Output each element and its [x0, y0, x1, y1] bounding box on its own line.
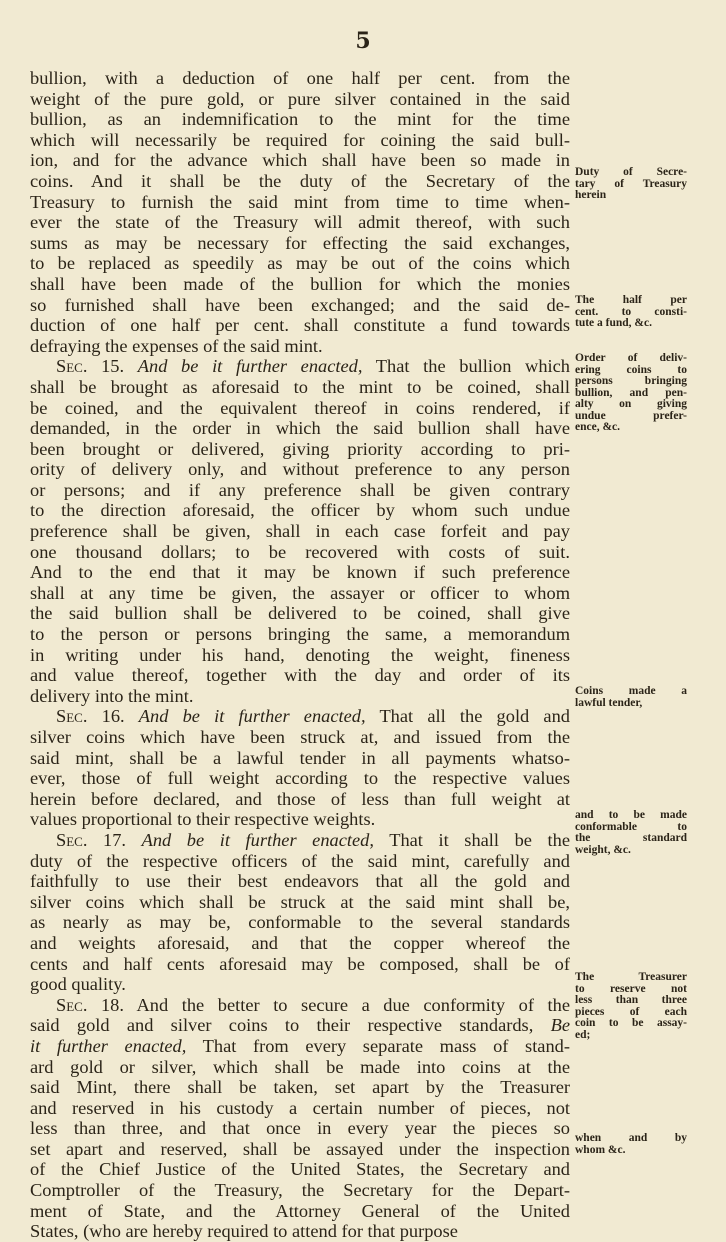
- text-line: demanded, in the order in which the said bullion shall have: [30, 418, 570, 439]
- text-fragment: And the better to secure a due conformity of the: [136, 994, 570, 1015]
- text-line: Treasury to furnish the said mint from time to time when-: [30, 191, 570, 212]
- margin-note-line: persons bringing: [575, 375, 687, 387]
- margin-note-line: coin to be assay-: [575, 1017, 687, 1029]
- text-line: shall at any time be given, the assayer or officer to whom: [30, 582, 570, 603]
- margin-note-lawful-tender: [575, 686, 687, 709]
- statute-text: [30, 68, 570, 1242]
- text-line: said Mint, there shall be taken, set apart by the Treasurer: [30, 1077, 570, 1098]
- text-line: and value thereof, together with the day and order of its: [30, 665, 570, 686]
- text-line: as nearly as may be, conformable to the several standards: [30, 912, 570, 933]
- section-18-heading-line: [30, 995, 570, 1016]
- margin-note-line: alty on giving: [575, 398, 687, 410]
- text-line: faithfully to use their best endeavors that all the gold and: [30, 871, 570, 892]
- text-line: shall have been made of the bullion for which the monies: [30, 273, 570, 294]
- enacting-clause: it further enacted,: [30, 1035, 187, 1056]
- text-line: silver coins which shall be struck at the said mint shall be,: [30, 891, 570, 912]
- margin-note-line: whom &c.: [575, 1143, 626, 1156]
- text-line: in writing under his hand, denoting the weight, fineness: [30, 644, 570, 665]
- text-line: and weights aforesaid, and that the copper whereof the: [30, 932, 570, 953]
- text-line: ever the state of the Treasury will admit thereof, with such: [30, 212, 570, 233]
- text-line: been brought or delivered, giving priority according to pri-: [30, 438, 570, 459]
- margin-note-line: The Treasurer: [575, 971, 687, 983]
- text-line: set apart and reserved, shall be assayed under the inspection: [30, 1138, 570, 1159]
- text-line: the said bullion shall be delivered to be coined, shall give: [30, 603, 570, 624]
- margin-note-line: weight, &c.: [575, 843, 631, 856]
- text-line: ever, those of full weight according to the respective values: [30, 768, 570, 789]
- text-line: to the direction aforesaid, the officer by whom such undue: [30, 500, 570, 521]
- text-line: [30, 1015, 570, 1036]
- text-line: which will necessarily be required for coining the said bull-: [30, 129, 570, 150]
- text-line: duty of the respective officers of the said mint, carefully and: [30, 850, 570, 871]
- text-line: said mint, shall be a lawful tender in all payments whatso-: [30, 747, 570, 768]
- text-fragment: That it shall be the: [389, 829, 570, 850]
- text-fragment: That all the gold and: [379, 706, 570, 727]
- text-line: good quality.: [30, 974, 126, 995]
- margin-note-line: the standard: [575, 832, 687, 844]
- text-line: duction of one half per cent. shall constitute a fund towards: [30, 315, 570, 336]
- text-fragment: That the bullion which: [375, 356, 570, 377]
- margin-note-line: and to be made: [575, 809, 687, 821]
- text-line: Comptroller of the Treasury, the Secretary for the Depart-: [30, 1180, 570, 1201]
- text-line: less than three, and that once in every year the pieces so: [30, 1118, 570, 1139]
- text-fragment: said gold and silver coins to their respective standards,: [30, 1015, 534, 1036]
- margin-note-conformable: [575, 810, 687, 856]
- enacting-clause: And be it further enacted,: [138, 706, 366, 727]
- margin-note-line: bullion, and pen-: [575, 386, 687, 399]
- text-line: values proportional to their respective weights.: [30, 809, 376, 830]
- margin-note-line: Order of deliv-: [575, 352, 687, 364]
- section-label: Sec. 18.: [56, 994, 124, 1015]
- margin-note-line: cent. to consti-: [575, 305, 687, 318]
- text-line: and reserved in his custody a certain number of pieces, not: [30, 1097, 570, 1118]
- margin-note-line: lawful tender,: [575, 696, 643, 709]
- section-label: Sec. 16.: [56, 706, 125, 727]
- text-line: to be replaced as speedily as may be out of the coins which: [30, 253, 570, 274]
- text-line: weight of the pure gold, or pure silver contained in the said: [30, 88, 570, 109]
- margin-note-order-of-delivering: [575, 353, 687, 434]
- page-number: 5: [355, 28, 371, 54]
- text-line: [30, 1036, 570, 1057]
- margin-note-line: ed;: [575, 1028, 591, 1041]
- section-16-heading-line: [30, 706, 570, 727]
- margin-note-line: Duty of Secre-: [575, 166, 687, 178]
- text-line: sums as may be necessary for effecting the said exchanges,: [30, 232, 570, 253]
- margin-note-line: pieces of each: [575, 1005, 687, 1018]
- text-line: herein before declared, and those of less than full weight at: [30, 788, 570, 809]
- enacting-clause: And be it further enacted,: [137, 356, 363, 377]
- text-line: delivery into the mint.: [30, 685, 194, 706]
- margin-note-line: ence, &c.: [575, 421, 621, 433]
- text-line: bullion, with a deduction of one half per cent. from the: [30, 68, 570, 88]
- text-line: shall be brought as aforesaid to the mint to be coined, shall: [30, 376, 570, 397]
- section-label: Sec. 17.: [56, 829, 127, 850]
- margin-note-line: when and by: [575, 1132, 687, 1144]
- enacting-clause: And be it further enacted,: [141, 829, 374, 850]
- text-line: States, (who are hereby required to attend for that purpose: [30, 1221, 458, 1242]
- text-line: ment of State, and the Attorney General of the United: [30, 1200, 570, 1221]
- margin-note-line: The half per: [575, 294, 687, 306]
- margin-note-line: ering coins to: [575, 363, 687, 376]
- text-line: ion, and for the advance which shall have been so made in: [30, 150, 570, 171]
- text-line: coins. And it shall be the duty of the Secretary of the: [30, 170, 570, 191]
- text-fragment: That from every separate mass of stand-: [202, 1035, 570, 1056]
- margin-note-line: Coins made a: [575, 685, 687, 697]
- text-line: one thousand dollars; to be recovered with costs of suit.: [30, 541, 570, 562]
- margin-note-line: herein: [575, 189, 607, 201]
- text-line: defraying the expenses of the said mint.: [30, 335, 323, 356]
- text-line: be coined, and the equivalent thereof in coins rendered, if: [30, 397, 570, 418]
- margin-note-line: less than three: [575, 994, 687, 1006]
- text-line: silver coins which have been struck at, and issued from the: [30, 727, 570, 747]
- text-line: ard gold or silver, which shall be made into coins at the: [30, 1056, 570, 1077]
- margin-note-line: undue prefer-: [575, 409, 687, 422]
- margin-note-line: tary of Treasury: [575, 177, 687, 190]
- text-line: or persons; and if any preference shall be given contrary: [30, 479, 570, 500]
- section-17-heading-line: [30, 830, 570, 851]
- margin-note-line: conformable to: [575, 820, 687, 833]
- margin-note-treasurer-reserve: [575, 972, 687, 1041]
- margin-note-when-and-by-whom: [575, 1133, 687, 1156]
- text-line: so furnished shall have been exchanged; and the said de-: [30, 294, 570, 315]
- text-line: ority of delivery only, and without preference to any person: [30, 459, 570, 480]
- section-15-heading-line: [30, 356, 570, 377]
- text-line: to the person or persons bringing the same, a memorandum: [30, 624, 570, 645]
- text-line: cents and half cents aforesaid may be composed, shall be of: [30, 953, 570, 974]
- margin-note-duty-of-secretary: [575, 167, 687, 202]
- margin-note-half-per-cent: [575, 295, 687, 330]
- margin-note-line: tute a fund, &c.: [575, 317, 652, 329]
- section-label: Sec. 15.: [56, 356, 125, 377]
- text-line: bullion, as an indemnification to the mint for the time: [30, 109, 570, 130]
- text-line: And to the end that it may be known if such preference: [30, 562, 570, 583]
- enacting-clause: Be: [550, 1015, 570, 1036]
- text-line: preference shall be given, shall in each case forfeit and pay: [30, 521, 570, 542]
- text-line: of the Chief Justice of the United States, the Secretary and: [30, 1159, 570, 1180]
- margin-note-line: to reserve not: [575, 982, 687, 995]
